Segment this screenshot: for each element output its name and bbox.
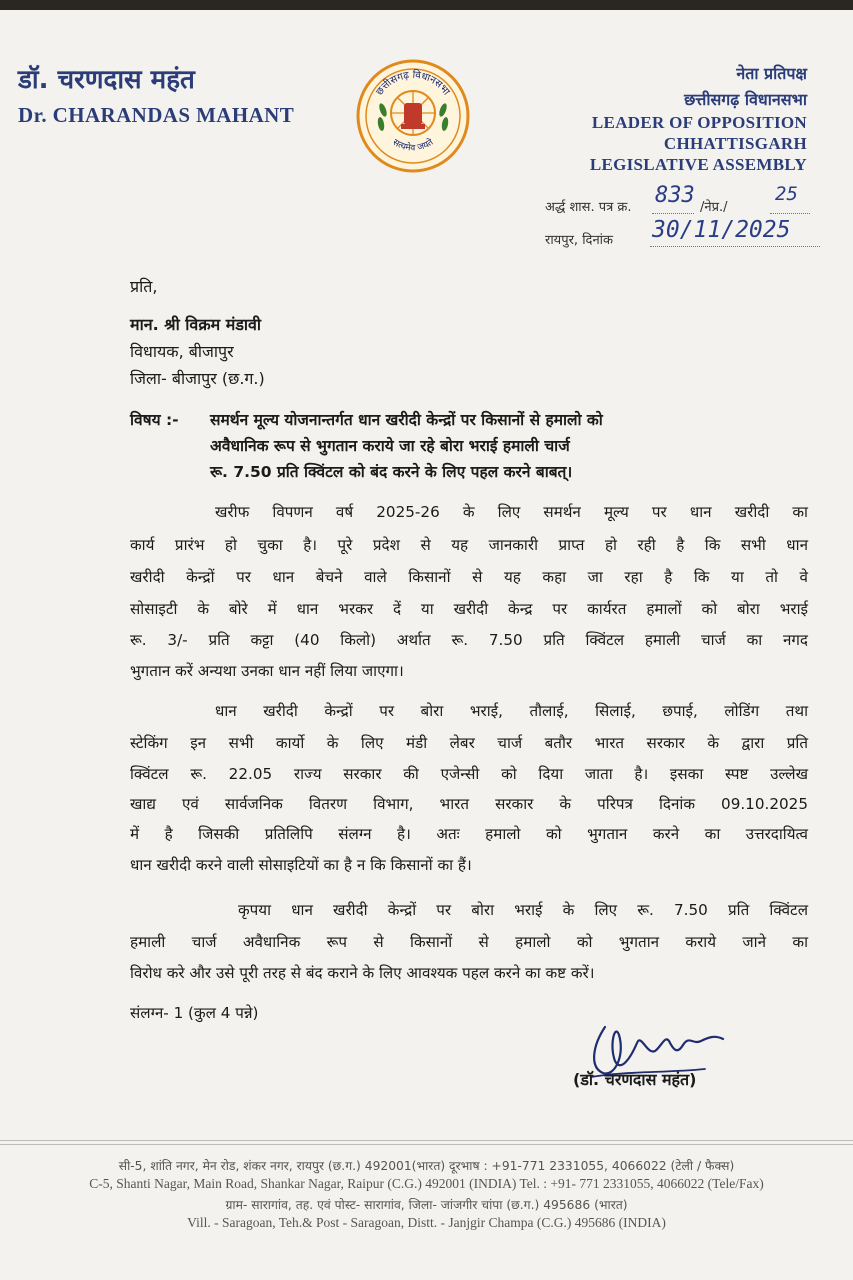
- ref-year-line: [770, 213, 810, 214]
- body-para3-line: कृपया धान खरीदी केन्द्रों पर बोरा भराई के लिए रू. 7.50 प्रति क्विंटल: [238, 901, 808, 919]
- ref-label: अर्द्ध शास. पत्र क्र.: [545, 200, 632, 215]
- body-para1-line: खरीफ विपणन वर्ष 2025-26 के लिए समर्थन मूल्य पर धान खरीदी का: [215, 503, 808, 521]
- body-para2-line: क्विंटल रू. 22.05 राज्य सरकार की एजेन्सी को दिया जाता है। इसका स्पष्ट उल्लेख: [130, 765, 808, 783]
- body-para1-line: सोसाइटी के बोरे में धान भरकर दें या खरीदी केन्द्र पर कार्यरत हमालों को बोरा भराई: [130, 600, 808, 618]
- body-para1-line: भुगतान करें अन्यथा उनका धान नहीं लिया जाएगा।: [130, 662, 404, 680]
- date-line: [650, 246, 820, 247]
- ref-number: 833: [655, 183, 695, 208]
- ref-mid: /नेप्र./: [700, 200, 728, 215]
- subject-line: समर्थन मूल्य योजनान्तर्गत धान खरीदी केन्द्रों पर किसानों से हमालो को: [210, 411, 603, 429]
- signatory-name: (डॉ. चरणदास महंत): [573, 1070, 697, 1089]
- assembly-seal-emblem: [355, 58, 471, 174]
- designation-hindi-2: छत्तीसगढ़ विधानसभा: [684, 90, 807, 109]
- designation-english-3: LEGISLATIVE ASSEMBLY: [589, 155, 807, 174]
- body-para2-line: धान खरीदी केन्द्रों पर बोरा भराई, तौलाई, सिलाई, छपाई, लोडिंग तथा: [215, 702, 808, 720]
- place-date-label: रायपुर, दिनांक: [545, 233, 614, 248]
- body-para2-line: स्टेकिंग इन सभी कार्यो के लिए मंडी लेबर चार्ज बतौर भारत सरकार के द्वारा प्रति: [130, 734, 808, 752]
- body-para2-line: धान खरीदी करने वाली सोसाइटियों का है न कि किसानों का हैं।: [130, 856, 472, 874]
- footer-address-english: C-5, Shanti Nagar, Main Road, Shankar Nagar, Raipur (C.G.) 492001 (INDIA) Tel. : +91- 771 2331055, 4066022 (Tele/Fax): [89, 1176, 764, 1191]
- designation-english-2: CHHATTISGARH: [663, 134, 807, 153]
- body-para3-line: हमाली चार्ज अवैधानिक रूप से किसानों से हमालो को भुगतान कराये जाने का: [130, 933, 808, 951]
- name-hindi: डॉ. चरणदास महंत: [18, 65, 195, 95]
- recipient-district: जिला- बीजापुर (छ.ग.): [130, 369, 265, 388]
- subject-label: विषय :-: [130, 411, 179, 429]
- designation-hindi-1: नेता प्रतिपक्ष: [736, 64, 807, 83]
- footer-address-hindi: सी-5, शांति नगर, मेन रोड, शंकर नगर, रायपुर (छ.ग.) 492001(भारत) दूरभाष : +91-771 2331055, 4066022 (टेली / फैक्स): [118, 1159, 735, 1173]
- top-border: [0, 0, 853, 10]
- designation-english-1: LEADER OF OPPOSITION: [591, 113, 807, 132]
- footer-village-hindi: ग्राम- सारागांव, तह. एवं पोस्ट- सारागांव, जिला- जांजगीर चांपा (छ.ग.) 495686 (भारत): [225, 1198, 628, 1212]
- seal-top-text: छत्तीसगढ़ विधानसभा: [374, 69, 452, 98]
- prati-label: प्रति,: [130, 277, 158, 296]
- date-value: 30/11/2025: [652, 217, 791, 243]
- subject-line: अवैधानिक रूप से भुगतान कराये जा रहे बोरा भराई हमाली चार्ज: [210, 437, 570, 455]
- name-english: Dr. CHARANDAS MAHANT: [18, 103, 295, 127]
- footer-village-english: Vill. - Saragoan, Teh.& Post - Saragoan, Distt. - Janjgir Champa (C.G.) 495686 (INDIA): [187, 1215, 666, 1230]
- recipient-designation: विधायक, बीजापुर: [130, 342, 234, 361]
- ref-year: 25: [775, 183, 798, 205]
- footer-divider: [0, 1140, 853, 1141]
- body-para3-line: विरोध करे और उसे पूरी तरह से बंद कराने के लिए आवश्यक पहल करने का कष्ट करें।: [130, 964, 595, 982]
- subject-line: रू. 7.50 प्रति क्विंटल को बंद करने के लिए पहल करने बाबत्।: [210, 463, 573, 481]
- body-para2-line: खाद्य एवं सार्वजनिक वितरण विभाग, भारत सरकार के परिपत्र दिनांक 09.10.2025: [130, 795, 808, 813]
- footer-divider: [0, 1144, 853, 1145]
- body-para2-line: में है जिसकी प्रतिलिपि संलग्न है। अतः हमालो को भुगतान करने का उत्तरदायित्व: [130, 825, 808, 843]
- body-para1-line: कार्य प्रारंभ हो चुका है। पूरे प्रदेश से यह जानकारी प्राप्त हो रही है कि सभी धान: [130, 536, 808, 554]
- ref-number-line: [652, 213, 694, 214]
- body-para1-line: रू. 3/- प्रति कट्टा (40 किलो) अर्थात रू. 7.50 प्रति क्विंटल हमाली चार्ज का नगद: [130, 631, 808, 649]
- recipient-name: मान. श्री विक्रम मंडावी: [130, 315, 262, 334]
- body-para1-line: खरीदी केन्द्रों पर धान बेचने वाले किसानों से यह कहा जा रहा है कि या तो वे: [130, 568, 808, 586]
- enclosure-note: संलग्न- 1 (कुल 4 पन्ने): [130, 1004, 259, 1022]
- seal-bottom-text: सत्यमेव जयते: [390, 137, 436, 154]
